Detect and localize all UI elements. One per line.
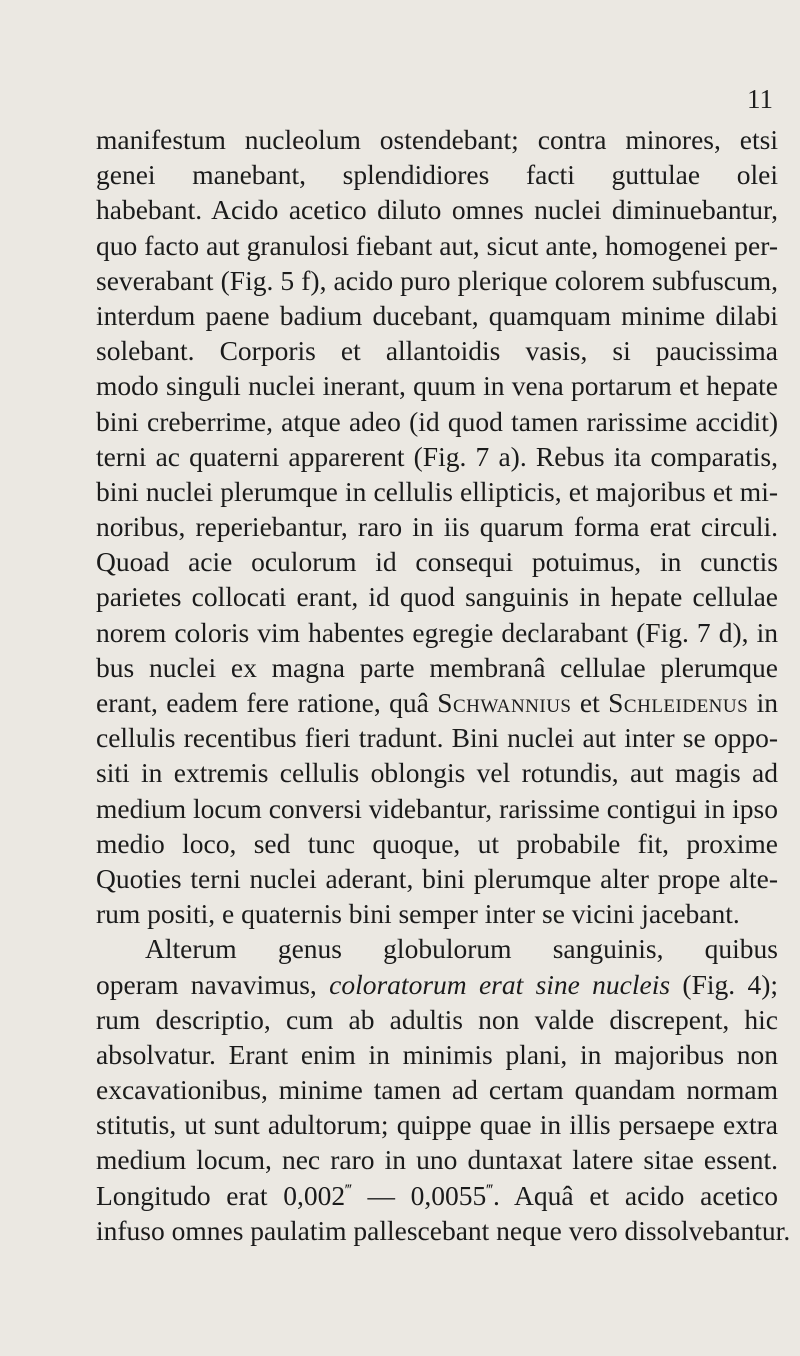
text-span: erant, eadem fere ratione, quâ <box>96 687 438 718</box>
text-line: bini creberrime, atque adeo (id quod tamen rarissime accidit) <box>96 405 778 437</box>
text-span: Alterum genus globulorum sanguinis, quibus <box>145 933 778 965</box>
text-span: . Aquâ et acido acetico <box>492 1179 778 1211</box>
text-line: Quoties terni nuclei aderant, bini plerumque alter prope alte- <box>96 862 778 894</box>
text-line: interdum paene badium ducebant, quamquam minime dilabi <box>96 299 778 331</box>
text-line: parietes collocati erant, id quod sanguinis in hepate cellulae <box>96 581 778 613</box>
text-line: rum descriptio, cum ab adultis non valde discrepent, hic <box>96 1003 778 1035</box>
text-line: medium locum conversi videbantur, rarissime contigui in ipso <box>96 792 778 824</box>
text-line: severabant (Fig. 5 f), acido puro plerique colorem subfuscum, <box>96 264 778 296</box>
text-line: manifestum nucleolum ostendebant; contra minores, etsi <box>96 124 778 155</box>
text-line <box>96 1178 778 1213</box>
text-line: stitutis, ut sunt adultorum; quippe quae in illis persaepe extra <box>96 1109 778 1141</box>
text-span: (Fig. 4); <box>682 968 778 1000</box>
text-line: norem coloris vim habentes egregie declarabant (Fig. 7 d), in <box>96 616 778 648</box>
text-line: rum positi, e quaternis bini semper inter se vicini jacebant. <box>96 898 740 930</box>
text-line: medium locum, nec raro in uno duntaxat latere sitae essent. <box>96 1144 778 1176</box>
author-name-schleidenus: Schleidenus <box>608 687 749 718</box>
text-line: genei manebant, splendidiores facti guttulae olei <box>96 159 778 191</box>
text-line: solebant. Corporis et allantoidis vasis, si paucissima <box>96 335 778 367</box>
text-line: bini nuclei plerumque in cellulis ellipticis, et majoribus et mi- <box>96 475 778 507</box>
text-line: medio loco, sed tunc quoque, ut probabile fit, proxime <box>96 827 778 859</box>
text-line <box>96 685 778 720</box>
text-span: in <box>748 687 778 718</box>
text-line: quo facto aut granulosi fiebant aut, sicut ante, homogenei per- <box>96 229 778 261</box>
text-span: operam navavimus, <box>96 968 330 1000</box>
text-line: excavationibus, minime tamen ad certam quandam normam <box>96 1074 778 1106</box>
text-line: cellulis recentibus fieri tradunt. Bini nuclei aut inter se oppo- <box>96 722 778 754</box>
superscript-lines-mark: ‴ <box>345 1181 352 1199</box>
body-text <box>96 122 791 1248</box>
text-line: absolvatur. Erant enim in minimis plani, in majoribus non <box>96 1038 778 1070</box>
text-line: Quoad acie oculorum id consequi potuimus, in cunctis <box>96 546 778 578</box>
text-line: habebant. Acido acetico diluto omnes nuclei diminuebantur, <box>96 194 778 226</box>
text-line: terni ac quaterni apparerent (Fig. 7 a). Rebus ita comparatis, <box>96 440 778 472</box>
text-line <box>96 931 778 966</box>
text-line: infuso omnes paulatim pallescebant neque vero dissolvebantur. <box>96 1214 791 1246</box>
text-line: modo singuli nuclei inerant, quum in vena portarum et hepate <box>96 370 778 402</box>
page-number: 11 <box>747 84 773 114</box>
text-line: bus nuclei ex magna parte membranâ cellulae plerumque <box>96 651 778 683</box>
text-line: siti in extremis cellulis oblongis vel rotundis, aut magis ad <box>96 757 778 789</box>
text-line <box>96 967 778 1002</box>
text-line: noribus, reperiebantur, raro in iis quarum forma erat circuli. <box>96 511 778 543</box>
superscript-lines-mark: ‴ <box>486 1181 493 1199</box>
text-span: et <box>571 687 609 718</box>
text-span: Longitudo erat 0,002 <box>96 1179 346 1211</box>
italic-phrase: coloratorum erat sine nucleis <box>329 968 671 1000</box>
author-name-schwannius: Schwannius <box>437 687 572 718</box>
text-span: — 0,0055 <box>351 1179 487 1211</box>
